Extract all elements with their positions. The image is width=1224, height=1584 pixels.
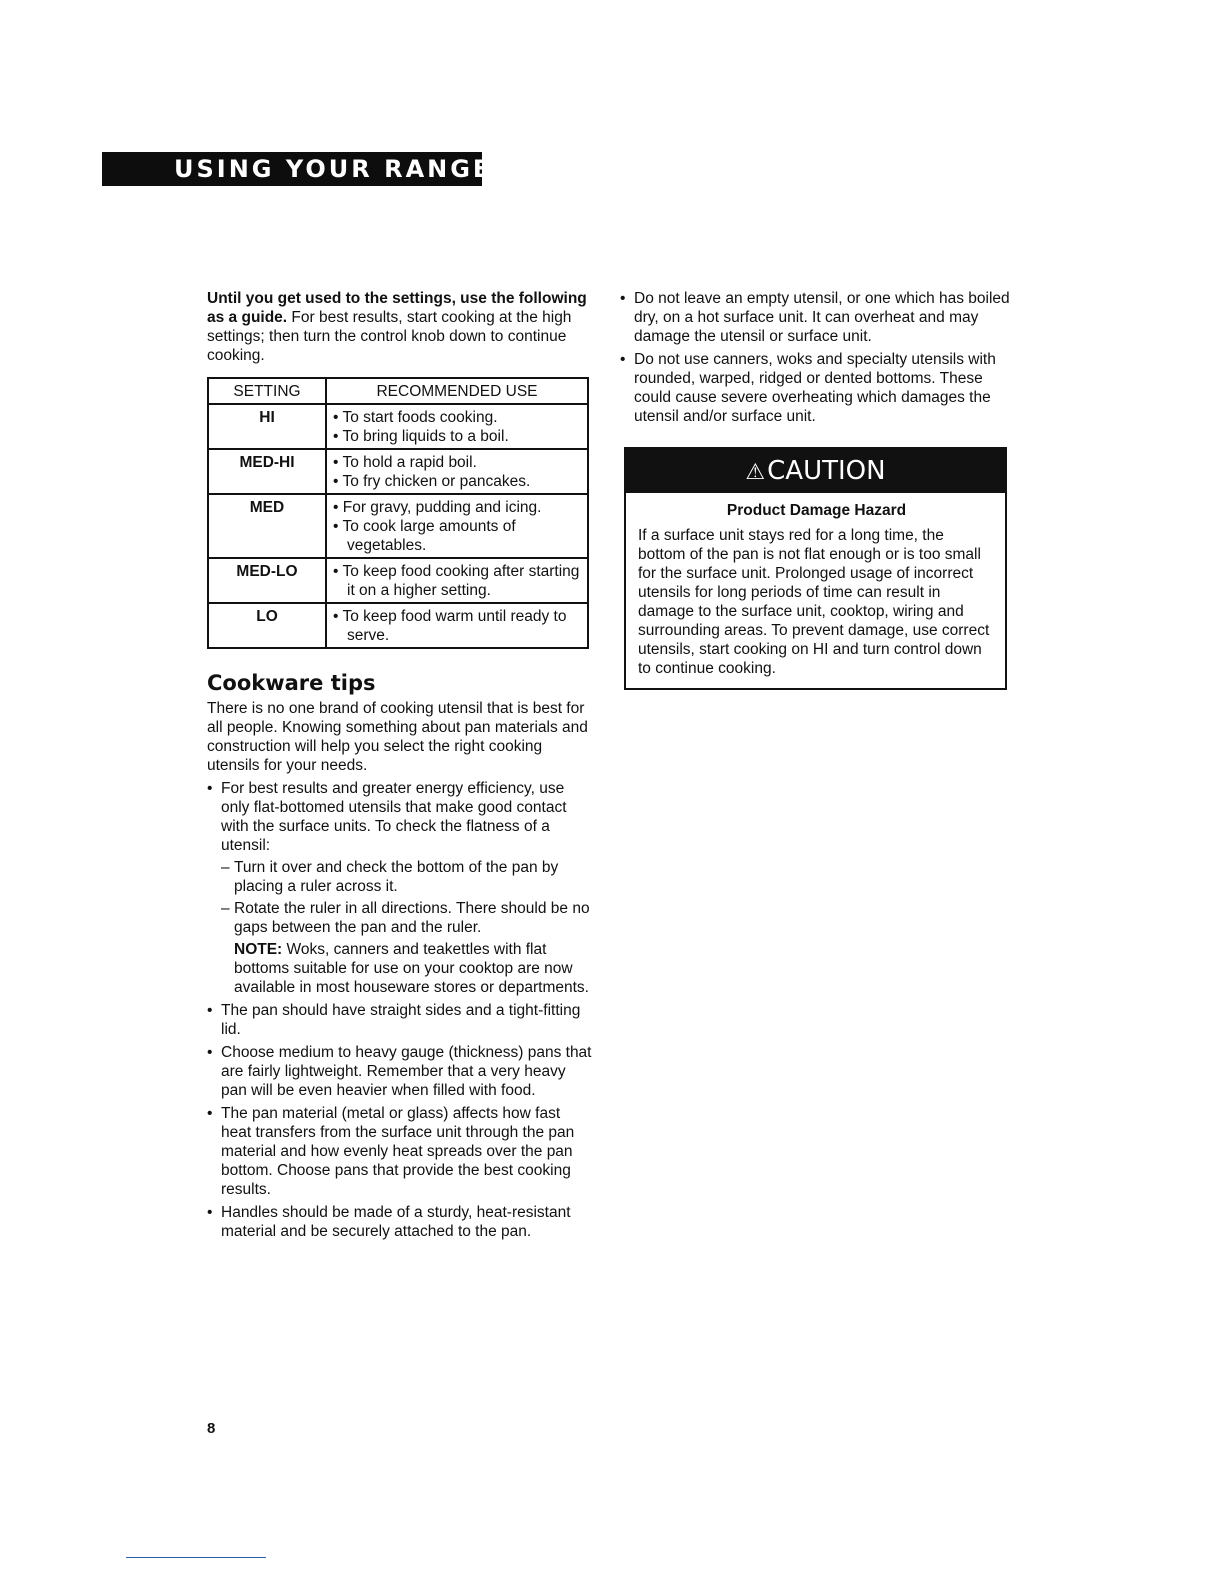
list-item-text: Choose medium to heavy gauge (thickness) pans that are fairly lightweight. Remember that a very heavy pan will be even heavier when filled with food.	[221, 1044, 592, 1099]
note-text: Woks, canners and teakettles with flat bottoms suitable for use on your cooktop are now available in most houseware stores or departments.	[234, 941, 589, 996]
bullet-icon: •	[207, 1044, 213, 1061]
use-line: • For gravy, pudding and icing.	[333, 499, 542, 516]
left-column	[207, 289, 592, 1241]
caution-box	[624, 447, 1007, 690]
caution-header	[626, 449, 1005, 493]
bullet-icon: •	[207, 1002, 213, 1019]
dash-icon: –	[221, 900, 230, 917]
table-row	[208, 449, 588, 494]
list-item	[207, 779, 592, 997]
use-cell	[326, 603, 588, 648]
setting-cell: LO	[208, 603, 326, 648]
list-item-text: Do not use canners, woks and specialty utensils with rounded, warped, ridged or dented bottoms. These could cause severe overheating which damages the utensil and/or surface unit.	[634, 351, 996, 425]
table-row	[208, 494, 588, 558]
use-line: • To fry chicken or pancakes.	[333, 473, 531, 490]
dash-item-text: Rotate the ruler in all directions. There should be no gaps between the pan and the ruler.	[234, 900, 590, 936]
use-cell	[326, 494, 588, 558]
settings-table	[207, 377, 589, 649]
caution-title: Product Damage Hazard	[726, 502, 907, 519]
right-column	[620, 289, 1010, 690]
bullet-icon: •	[620, 351, 626, 368]
list-item-text: The pan should have straight sides and a tight-fitting lid.	[221, 1002, 581, 1038]
note-label: NOTE:	[234, 941, 283, 958]
table-row	[208, 558, 588, 603]
use-cell	[326, 404, 588, 449]
table-header-row	[208, 378, 588, 404]
dash-list	[221, 858, 592, 937]
bullet-icon: •	[207, 780, 213, 797]
use-line: • To hold a rapid boil.	[333, 454, 477, 471]
setting-cell: HI	[208, 404, 326, 449]
setting-cell: MED-HI	[208, 449, 326, 494]
dash-item-text: Turn it over and check the bottom of the pan by placing a ruler across it.	[234, 859, 559, 895]
warning-triangle-icon: ⚠	[745, 460, 766, 485]
list-item-text: For best results and greater energy efficiency, use only flat-bottomed utensils that make good contact with the surface units. To check the flatness of a utensil:	[221, 780, 567, 854]
bullet-icon: •	[207, 1204, 213, 1221]
list-item-text: Do not leave an empty utensil, or one which has boiled dry, on a hot surface unit. It can overheat and may damage the utensil or surface unit.	[634, 290, 1010, 345]
list-item	[620, 350, 1010, 426]
bullet-icon: •	[620, 290, 626, 307]
caution-body	[626, 493, 1005, 688]
dash-item	[221, 899, 592, 937]
list-item-text: The pan material (metal or glass) affects how fast heat transfers from the surface unit through the pan material and how evenly heat spreads over the pan bottom. Choose pans that provide the best cooking results.	[221, 1105, 575, 1198]
use-cell	[326, 449, 588, 494]
use-line: • To keep food cooking after starting it on a higher setting.	[333, 563, 580, 599]
footer-rule	[126, 1557, 266, 1558]
use-line: • To keep food warm until ready to serve.	[333, 608, 567, 644]
list-item	[207, 1203, 592, 1241]
table-row	[208, 603, 588, 648]
cookware-list	[207, 779, 592, 1241]
page-number: 8	[207, 1420, 216, 1437]
caution-text: If a surface unit stays red for a long time, the bottom of the pan is not flat enough or is too small for the surface unit. Prolonged usage of incorrect utensils for long periods of time can result in damage to the surface unit, cooktop, wiring and surrounding areas. To prevent damage, use correct utensils, start cooking on HI and turn control down to continue cooking.	[638, 527, 990, 677]
use-line: • To start foods cooking.	[333, 409, 498, 426]
warning-list	[620, 289, 1010, 426]
setting-cell: MED	[208, 494, 326, 558]
bullet-icon: •	[207, 1105, 213, 1122]
list-item-text: Handles should be made of a sturdy, heat-resistant material and be securely attached to the pan.	[221, 1204, 571, 1240]
intro-rest: For best results, start cooking at the high settings; then turn the control knob down to continue cooking.	[207, 309, 572, 364]
caution-label: CAUTION	[767, 456, 886, 486]
list-item	[207, 1001, 592, 1039]
dash-item	[221, 858, 592, 896]
cookware-intro: There is no one brand of cooking utensil that is best for all people. Knowing something about pan materials and construction will help you select the right cooking utensils for your needs.	[207, 700, 588, 774]
setting-cell: MED-LO	[208, 558, 326, 603]
dash-icon: –	[221, 859, 230, 876]
list-item	[207, 1043, 592, 1100]
use-line: • To cook large amounts of vegetables.	[333, 518, 516, 554]
header-recommended-use: RECOMMENDED USE	[326, 378, 588, 404]
intro-paragraph	[207, 289, 592, 365]
use-cell	[326, 558, 588, 603]
header-setting: SETTING	[208, 378, 326, 404]
intro-bold: Until you get used to the settings, use the following as a guide.	[207, 290, 587, 326]
note	[221, 940, 592, 997]
list-item	[207, 1104, 592, 1199]
list-item	[620, 289, 1010, 346]
use-line: • To bring liquids to a boil.	[333, 428, 509, 445]
table-row	[208, 404, 588, 449]
section-banner: USING YOUR RANGE	[102, 152, 482, 186]
cookware-heading: Cookware tips	[207, 671, 376, 695]
